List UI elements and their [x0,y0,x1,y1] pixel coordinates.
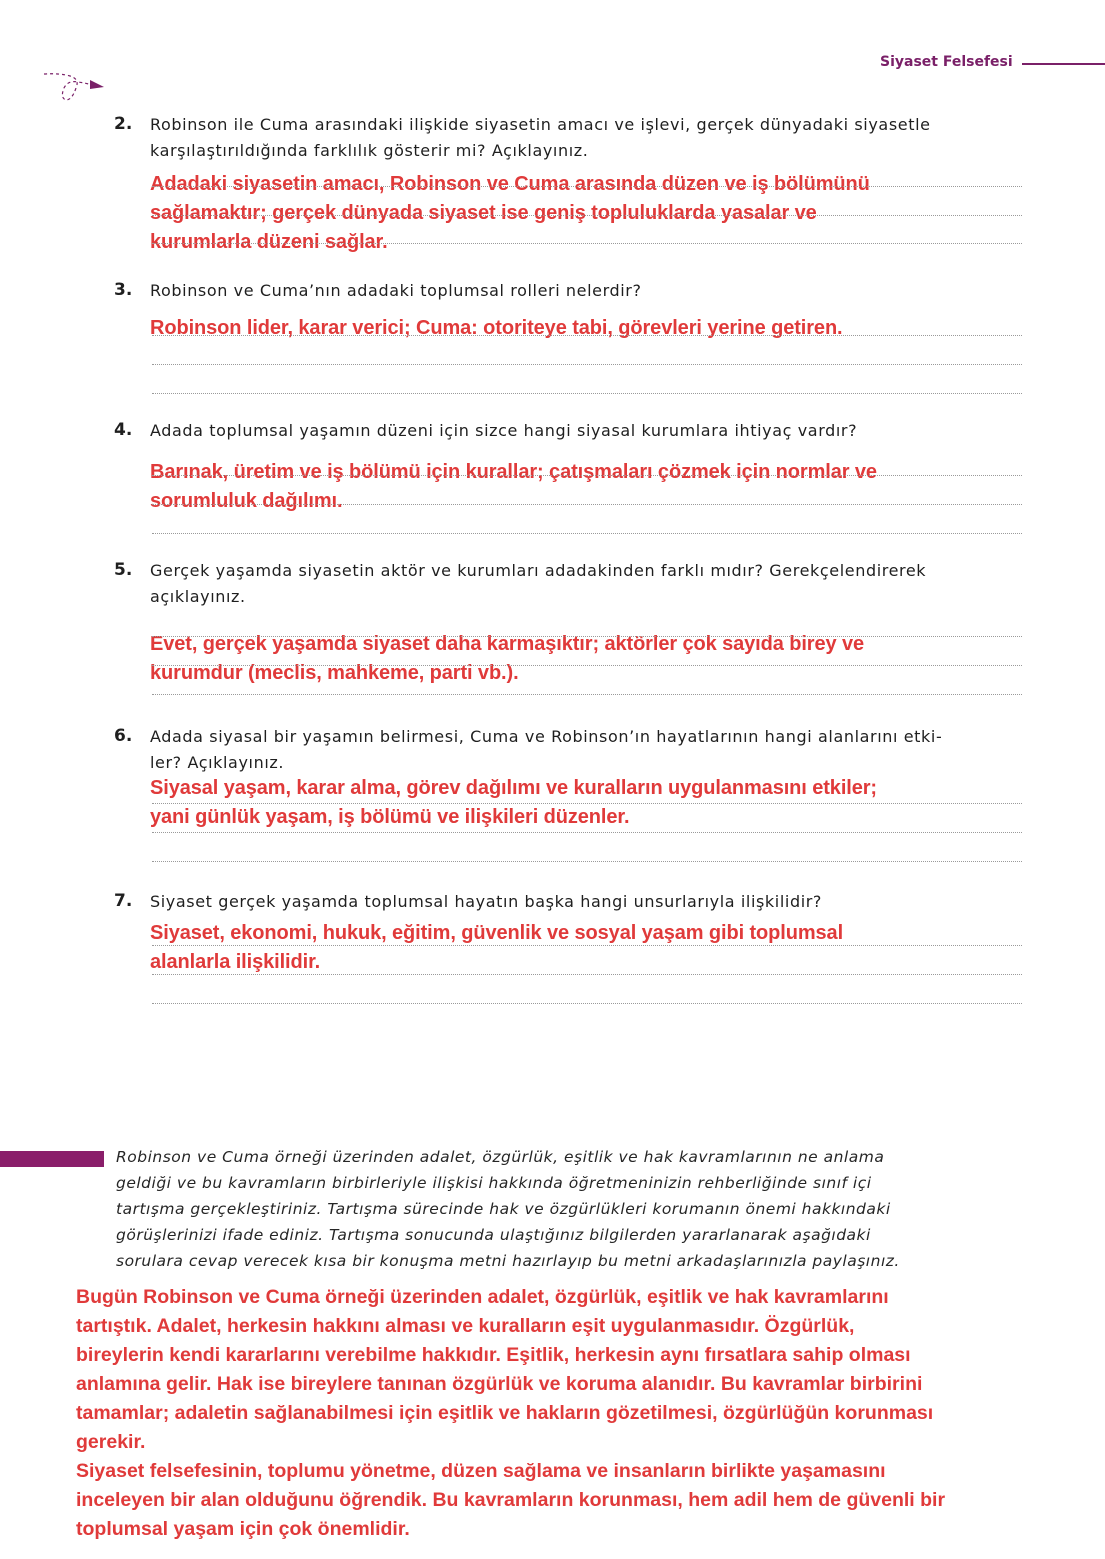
answer-line [152,1003,1022,1004]
question-number: 2. [114,114,133,134]
answer-line [152,861,1022,862]
answer-text[interactable]: kurumdur (meclis, mahkeme, parti vb.). [150,662,519,684]
answer-line [152,694,1022,695]
question-number: 7. [114,891,133,911]
answer-text[interactable]: Siyaset, ekonomi, hukuk, eğitim, güvenlik ve sosyal yaşam gibi toplumsal [150,922,844,944]
question-number: 6. [114,726,133,746]
answer-line [152,533,1022,534]
response-text: Bugün Robinson ve Cuma örneği üzerinden adalet, özgürlük, eşitlik ve hak kavramlarını [76,1286,889,1308]
task-text: Robinson ve Cuma örneği üzerinden adalet, özgürlük, eşitlik ve hak kavramlarının ne anlama [116,1148,885,1166]
answer-line [152,335,1022,336]
question-text: ler? Açıklayınız. [150,753,285,772]
response-text: toplumsal yaşam için çok önemlidir. [76,1518,410,1540]
question-text: Adada siyasal bir yaşamın belirmesi, Cuma ve Robinson’ın hayatlarının hangi alanlarını etki- [150,727,943,746]
answer-text[interactable]: Barınak, üretim ve iş bölümü için kurallar; çatışmaları çözmek için normlar ve [150,461,877,483]
response-text: tamamlar; adaletin sağlanabilmesi için eşitlik ve hakların gözetilmesi, özgürlüğün korunması [76,1402,934,1424]
answer-text[interactable]: Robinson lider, karar verici; Cuma: otoriteye tabi, görevleri yerine getiren. [150,317,843,339]
answer-line [152,215,1022,216]
question-text: Robinson ve Cuma’nın adadaki toplumsal rolleri nelerdir? [150,281,642,300]
question-text: Gerçek yaşamda siyasetin aktör ve kurumları adadakinden farklı mıdır? Gerekçelendirerek [150,561,927,580]
answer-line [152,803,1022,804]
question-text: karşılaştırıldığında farklılık gösterir mi? Açıklayınız. [150,141,589,160]
answer-text[interactable]: Evet, gerçek yaşamda siyaset daha karmaşıktır; aktörler çok sayıda birey ve [150,633,865,655]
answer-text[interactable]: sağlamaktır; gerçek dünyada siyaset ise geniş topluluklarda yasalar ve [150,202,817,224]
question-number: 4. [114,420,133,440]
answer-text[interactable]: Adadaki siyasetin amacı, Robinson ve Cuma arasında düzen ve iş bölümünü [150,173,870,195]
task-marker-bar [0,1151,104,1167]
answer-text[interactable]: kurumlarla düzeni sağlar. [150,231,388,253]
answer-text[interactable]: yani günlük yaşam, iş bölümü ve ilişkileri düzenler. [150,806,630,828]
answer-text[interactable]: alanlarla ilişkilidir. [150,951,321,973]
task-text: görüşlerinizi ifade ediniz. Tartışma sonucunda ulaştığınız bilgilerden yararlanarak aşağıdaki [116,1226,871,1244]
answer-line [152,393,1022,394]
answer-line [152,832,1022,833]
question-number: 5. [114,560,133,580]
task-text: geldiği ve bu kavramların birbirleriyle ilişkisi hakkında öğretmeninizin rehberliğinde sınıf içi [116,1174,872,1192]
answer-line [152,243,1022,244]
question-number: 3. [114,280,133,300]
answer-line [152,504,1022,505]
response-text: bireylerin kendi kararlarını verebilme hakkıdır. Eşitlik, herkesin aynı fırsatlara sahip olması [76,1344,911,1366]
header-rule-divider [1022,63,1105,65]
answer-line [152,186,1022,187]
answer-line [152,945,1022,946]
answer-line [152,636,1022,637]
task-text: sorulara cevap verecek kısa bir konuşma metni hazırlayıp bu metni arkadaşlarınızla paylaşınız. [116,1252,900,1270]
response-text: inceleyen bir alan olduğunu öğrendik. Bu kavramların korunması, hem adil hem de güvenli bir [76,1489,946,1511]
question-text: Siyaset gerçek yaşamda toplumsal hayatın başka hangi unsurlarıyla ilişkilidir? [150,892,823,911]
answer-line [152,665,1022,666]
task-text: tartışma gerçekleştiriniz. Tartışma sürecinde hak ve özgürlükleri korumanın önemi hakkındaki [116,1200,891,1218]
dashed-loop-arrow-icon [40,70,110,106]
answer-line [152,974,1022,975]
answer-line [152,475,1022,476]
section-title: Siyaset Felsefesi [880,54,1013,70]
answer-text[interactable]: Siyasal yaşam, karar alma, görev dağılımı ve kuralların uygulanmasını etkiler; [150,777,877,799]
response-text: gerekir. [76,1431,146,1453]
response-text: Siyaset felsefesinin, toplumu yönetme, düzen sağlama ve insanların birlikte yaşamasını [76,1460,886,1482]
question-text: Adada toplumsal yaşamın düzeni için sizce hangi siyasal kurumlara ihtiyaç vardır? [150,421,858,440]
answer-line [152,364,1022,365]
response-text: tartıştık. Adalet, herkesin hakkını alması ve kuralların eşit uygulanmasıdır. Özgürlük, [76,1315,855,1337]
response-text: anlamına gelir. Hak ise bireylere tanınan özgürlük ve koruma alanıdır. Bu kavramlar birbirini [76,1373,923,1395]
question-text: Robinson ile Cuma arasındaki ilişkide siyasetin amacı ve işlevi, gerçek dünyadaki siyasetle [150,115,931,134]
question-text: açıklayınız. [150,587,246,606]
answer-text[interactable]: sorumluluk dağılımı. [150,490,343,512]
